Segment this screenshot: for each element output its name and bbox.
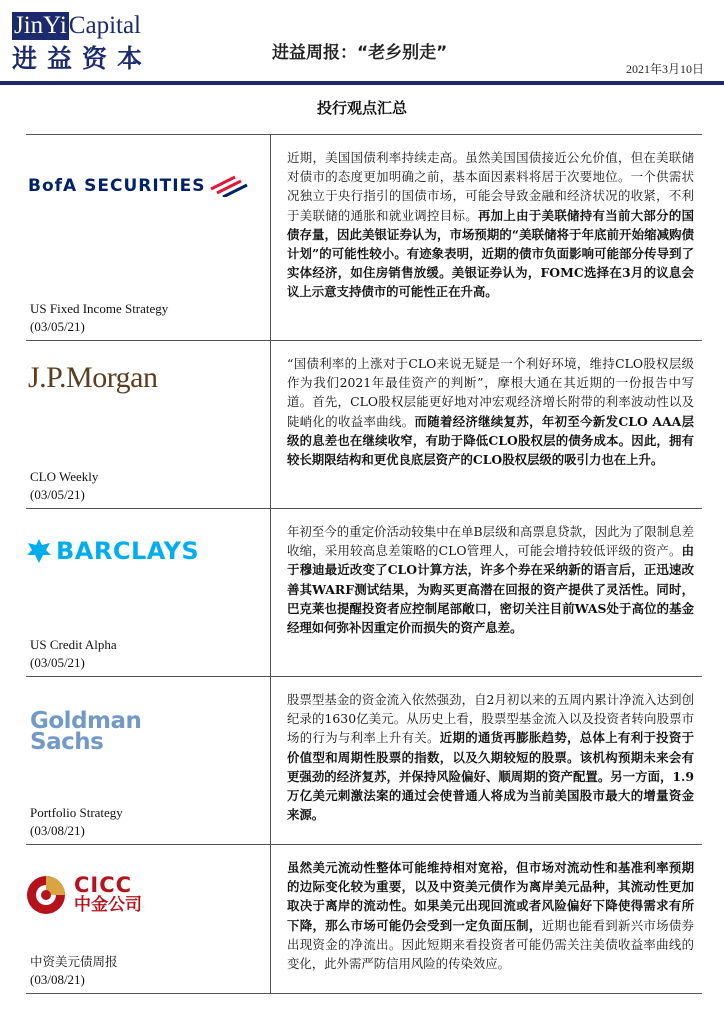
row-source-cell: [26, 677, 271, 844]
gs-logo-line2: Sachs: [30, 729, 104, 755]
row-content: [271, 845, 702, 993]
row-source-label: [30, 300, 168, 336]
viewpoints-table: [26, 134, 702, 994]
content-bold: 而随着经济继续复苏，年初至今新发CLO AAA层级的息差也在继续收窄，有助于降低CLO股权层的债务成本。因此，拥有较长期限结构和更优良底层资产的CLO股权层级的吸引力也在上升。: [287, 413, 694, 468]
document-date: 2021年3月10日: [625, 62, 704, 76]
report-date: (03/05/21): [30, 655, 85, 670]
report-date: (03/05/21): [30, 319, 85, 334]
bofa-logo-text: BofA SECURITIES: [28, 176, 206, 196]
table-row: [26, 676, 702, 844]
row-source-cell: [26, 135, 271, 340]
row-source-cell: [26, 341, 271, 508]
barclays-eagle-icon: [26, 537, 52, 565]
report-name: Portfolio Strategy: [30, 805, 123, 820]
logo-en-suffix: Capital: [68, 12, 142, 39]
report-date: (03/05/21): [30, 487, 85, 502]
content-bold: 由于穆迪最近改变了CLO计算方法，许多个券在采纳新的语言后，正迅速改善其WARF测试结果，为购买更高潜在回报的资产提供了灵活性。同时，巴克莱也提醒投资者应控制尾部敞口，密切关注目前WAS处于高位的基金经理如何弥补因重定价而损失的资产息差。: [287, 543, 694, 636]
section-title: 投行观点汇总: [316, 99, 407, 117]
content-plain: 年初至今的重定价活动较集中在单B层级和高票息贷款，因此为了限制息差收缩，采用较高息差策略的CLO管理人，可能会增持较低评级的资产。: [287, 524, 694, 559]
table-row: [26, 508, 702, 676]
goldman-sachs-logo: [30, 708, 142, 755]
row-content: [271, 509, 702, 676]
cicc-logo-cn: 中金公司: [74, 895, 142, 915]
content-plain: 股票型基金的资金流入依然强劲，自2月初以来的五周内累计净流入达到创纪录的1630亿美元。从历史上看，股票型基金流入以及投资者转向股票市场的行为与利率上升有关。: [287, 692, 694, 746]
report-name: US Fixed Income Strategy: [30, 301, 169, 316]
row-content: [271, 135, 702, 340]
row-source-cell: [26, 509, 271, 676]
row-source-label: [30, 468, 98, 504]
content-bold: 虽然美元流动性整体可能维持相对宽裕，但市场对流动性和基准利率预期的边际变化较为重要，以及中资美元债作为离岸美元品种，其流动性更加取决于离岸的流动性。如果美元出现回流或者风险偏好下降使得需求有所下降，那么市场可能仍会受到一定负面压制，: [287, 860, 694, 933]
report-name: 中资美元债周报: [30, 954, 118, 969]
row-source-label: [30, 804, 123, 840]
content-bold: 再加上由于美联储持有当前大部分的国债存量，因此美银证券认为，市场预期的“美联储将于年底前开始缩减购债计划”的可能性较小。有迹象表明，近期的债市负面影响可能部分传导到了实体经济，如住房销售放缓。美银证券认为，FOMC选择在3月的议息会议上示意支持债市的可能性正在升高。: [287, 207, 695, 300]
jpmorgan-logo: J.P.Morgan: [28, 361, 158, 394]
report-date: (03/08/21): [30, 823, 85, 838]
bofa-flag-icon: [209, 175, 249, 197]
cicc-logo: [26, 875, 142, 915]
content-plain: “国债利率的上涨对于CLO来说无疑是一个利好环境，维持CLO股权层级作为我们2021年最佳资产的判断”，摩根大通在其近期的一份报告中写道。首先，CLO股权层能更好地对冲宏观经济增长附带的利率波动性以及陡峭化的收益率曲线。: [287, 356, 694, 429]
logo-en-prefix: JinYi: [14, 12, 67, 39]
table-row: [26, 844, 702, 994]
page-header: [0, 0, 724, 88]
gs-logo-line1: Goldman: [30, 708, 142, 734]
logo-cn: 进益资本: [12, 44, 153, 73]
row-content: [271, 341, 702, 508]
table-row: [26, 134, 702, 340]
content-plain: 近期也能看到新兴市场债券出现资金的净流出。因此短期来看投资者可能仍需关注美债收益率曲线的变化，此外需严防信用风险的传染效应。: [287, 917, 695, 972]
barclays-logo: [26, 537, 199, 565]
barclays-logo-text: BARCLAYS: [56, 537, 200, 565]
cicc-logo-en: CICC: [74, 873, 133, 897]
row-source-label: [30, 636, 117, 672]
report-name: US Credit Alpha: [30, 637, 117, 652]
report-name: CLO Weekly: [30, 469, 99, 484]
document-title: 进益周报：“老乡别走”: [272, 43, 448, 63]
table-row: [26, 340, 702, 508]
row-content: [271, 677, 702, 844]
jinyi-capital-logo: [12, 12, 152, 75]
row-source-cell: [26, 845, 271, 993]
content-bold: 近期的通货再膨胀趋势，总体上有利于投资于价值型和周期性股票的指数，以及久期较短的股票。该机构预期未来会有更强劲的经济复苏，并保持风险偏好、顺周期的资产配置。另一方面，1.9万亿美元刺激法案的通过会使普通人将成为当前美国股市最大的增量资金来源。: [287, 730, 695, 823]
content-plain: 近期，美国国债利率持续走高。虽然美国国债接近公允价值，但在美联储对债市的态度更加明确之前，基本面因素料将居于次要地位。一个供需状况独立于央行指引的国债市场，可能会导致金融和经济状况的收紧，不利于美联储的通胀和就业调控目标。: [287, 150, 694, 223]
row-source-label: [30, 953, 118, 989]
bofa-securities-logo: [28, 175, 249, 197]
report-date: (03/08/21): [30, 972, 85, 987]
header-rule: [0, 81, 724, 85]
cicc-emblem-icon: [26, 875, 66, 915]
